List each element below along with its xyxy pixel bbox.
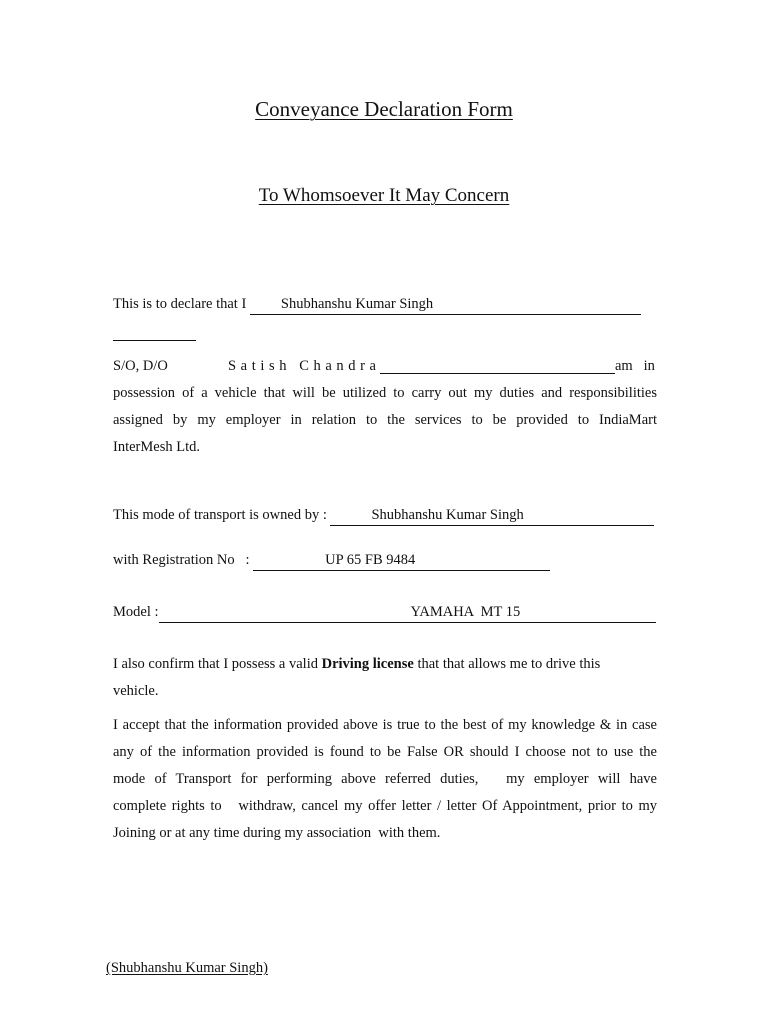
signature-name: (Shubhanshu Kumar Singh)	[106, 960, 268, 976]
license-prefix: I also confirm that I possess a valid	[113, 656, 318, 672]
model-line	[113, 602, 656, 622]
name-field[interactable]	[250, 297, 641, 315]
owner-line	[113, 505, 654, 525]
father-name-field[interactable]	[380, 356, 615, 374]
name-continuation	[113, 322, 196, 346]
accept-line-4: complete rights to withdraw, cancel my offer letter / letter Of Appointment, prior to my	[113, 798, 657, 814]
registration-value: UP 65 FB 9484	[325, 552, 416, 568]
license-suffix: that that allows me to drive this	[417, 656, 601, 672]
license-line-1	[113, 654, 600, 674]
name-field-continuation[interactable]	[113, 323, 196, 341]
assigned-line: assigned by my employer in relation to the services to be provided to IndiaMart	[113, 412, 657, 428]
license-line-2: vehicle.	[113, 683, 159, 699]
declare-prefix: This is to declare that I	[113, 296, 247, 312]
name-value: Shubhanshu Kumar Singh	[280, 296, 434, 312]
accept-line-3: mode of Transport for performing above referred duties, my employer will have	[113, 771, 657, 787]
document-subtitle: To Whomsoever It May Concern	[258, 185, 510, 206]
accept-line-5: Joining or at any time during my association with them.	[113, 825, 441, 841]
owner-value: Shubhanshu Kumar Singh	[371, 507, 524, 523]
declare-line	[113, 294, 641, 314]
father-name: Satish Chandra	[228, 358, 381, 374]
document-title: Conveyance Declaration Form	[255, 97, 513, 121]
owner-label: This mode of transport is owned by :	[113, 507, 327, 523]
possession-line: possession of a vehicle that will be utilized to carry out my duties and responsibilities	[113, 385, 657, 401]
model-label: Model :	[113, 604, 159, 620]
accept-line-1: I accept that the information provided above is true to the best of my knowledge & in case	[113, 717, 657, 733]
registration-field[interactable]	[253, 553, 550, 571]
company-line: InterMesh Ltd.	[113, 439, 200, 455]
am-in-text: am in	[615, 358, 655, 374]
relation-line	[113, 356, 657, 376]
owner-field[interactable]	[330, 508, 654, 526]
registration-line	[113, 550, 550, 570]
model-value: YAMAHA MT 15	[410, 604, 521, 620]
registration-label: with Registration No :	[113, 552, 250, 568]
model-field[interactable]	[159, 605, 656, 623]
accept-line-2: any of the information provided is found to be False OR should I choose not to use the	[113, 744, 657, 760]
relation-label: S/O, D/O	[113, 358, 168, 374]
license-bold: Driving license	[321, 656, 414, 672]
